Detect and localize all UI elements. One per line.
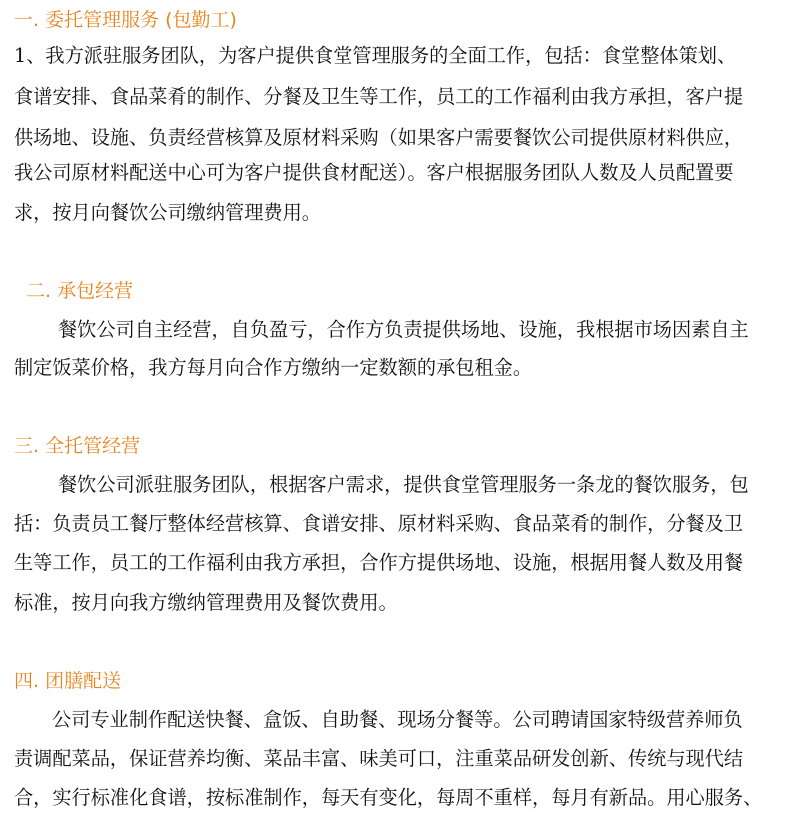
paragraph-line: 括：负责员工餐厅整体经营核算、食谱安排、原材料采购、食品菜肴的制作，分餐及卫 <box>14 512 744 535</box>
section-heading: 三. 全托管经营 <box>14 435 141 457</box>
paragraph-line: 食谱安排、食品菜肴的制作、分餐及卫生等工作，员工的工作福利由我方承担，客户提 <box>14 85 744 108</box>
paragraph-line: 责调配菜品，保证营养均衡、菜品丰富、味美可口，注重菜品研发创新、传统与现代结 <box>14 747 744 770</box>
paragraph-line: 生等工作，员工的工作福利由我方承担，合作方提供场地、设施，根据用餐人数及用餐 <box>14 551 744 574</box>
paragraph-line: 我公司原材料配送中心可为客户提供食材配送）。客户根据服务团队人数及人员配置要 <box>14 161 734 184</box>
paragraph-line: 制定饭菜价格，我方每月向合作方缴纳一定数额的承包租金。 <box>14 356 533 379</box>
paragraph-line: 求，按月向餐饮公司缴纳管理费用。 <box>14 201 321 224</box>
paragraph-line: 1、我方派驻服务团队，为客户提供食堂管理服务的全面工作，包括：食堂整体策划、 <box>14 44 737 67</box>
section-heading: 二. 承包经营 <box>26 280 134 302</box>
paragraph-line: 餐饮公司派驻服务团队，根据客户需求，提供食堂管理服务一条龙的餐饮服务，包 <box>58 473 749 496</box>
paragraph-line: 合，实行标准化食谱，按标准制作，每天有变化，每周不重样，每月有新品。用心服务、 <box>14 786 763 809</box>
paragraph-line: 餐饮公司自主经营，自负盈亏，合作方负责提供场地、设施，我根据市场因素自主 <box>58 318 749 341</box>
paragraph-line: 公司专业制作配送快餐、盒饭、自助餐、现场分餐等。公司聘请国家特级营养师负 <box>52 708 743 731</box>
paragraph-line: 供场地、设施、负责经营核算及原材料采购（如果客户需要餐饮公司提供原材料供应， <box>14 126 744 149</box>
section-heading: 四. 团膳配送 <box>14 670 122 692</box>
section-heading: 一. 委托管理服务 (包勤工) <box>14 9 237 31</box>
paragraph-line: 标准，按月向我方缴纳管理费用及餐饮费用。 <box>14 591 398 614</box>
